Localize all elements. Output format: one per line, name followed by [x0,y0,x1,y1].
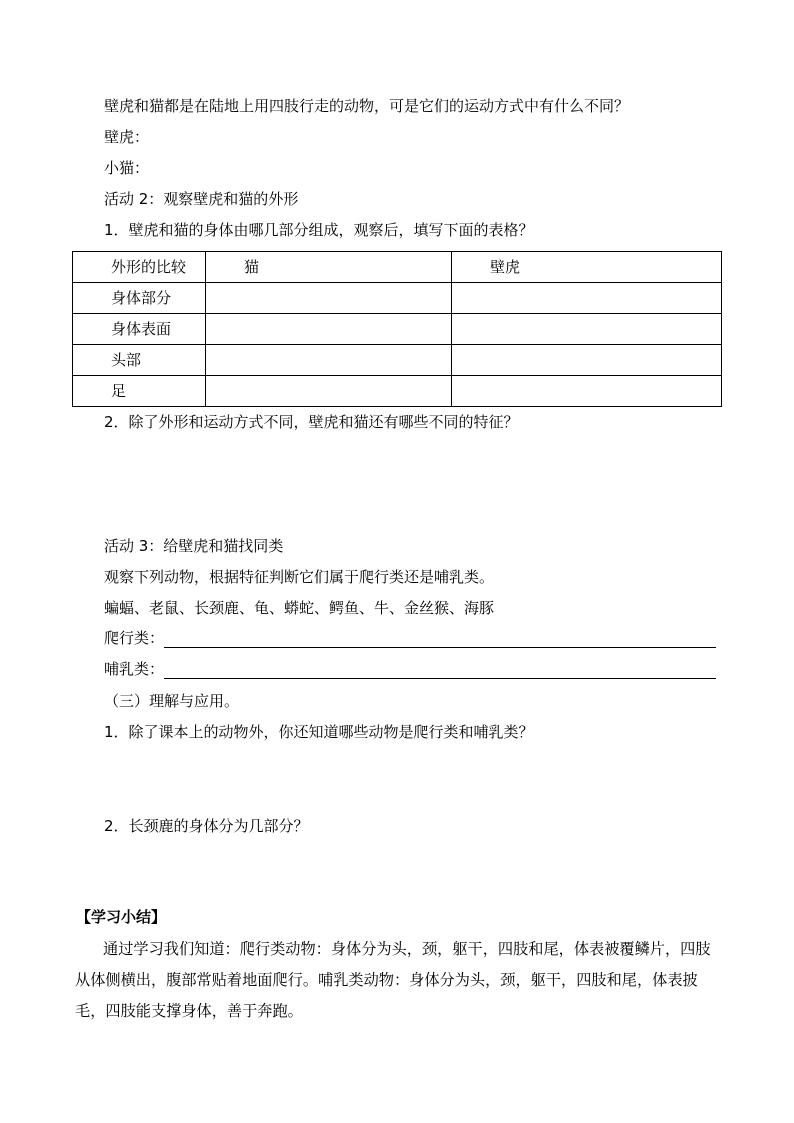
comparison-table [72,251,722,407]
table-row [73,283,722,314]
table-cell-cat[interactable] [206,345,452,376]
answer-cat-label: 小猫： [104,159,150,177]
table-cell-cat[interactable] [206,283,452,314]
table-header-cell: 壁虎 [452,252,722,283]
mammal-answer-blank[interactable] [164,660,716,679]
section3-title: （三）理解与应用。 [104,692,240,710]
mammal-answer-row [104,659,716,679]
reptile-label: 爬行类： [104,629,165,647]
section3-question-1: 1．除了课本上的动物外，你还知道哪些动物是爬行类和哺乳类？ [104,723,534,741]
summary-heading: 【学习小结】 [76,908,167,926]
summary-text: 通过学习我们知道：爬行类动物：身体分为头，颈，躯干，四肢和尾，体表被覆鳞片，四肢从体侧横出，腹部常贴着地面爬行。哺乳类动物：身体分为头，颈，躯干，四肢和尾，体表披毛，四肢能支撑身体，善于奔跑。 [75,940,711,1020]
activity2-title: 活动 2：观察壁虎和猫的外形 [104,190,299,208]
table-header-cell: 外形的比较 [73,252,206,283]
section3-question-2: 2．长颈鹿的身体分为几部分？ [104,817,309,835]
summary-paragraph [75,934,723,1027]
mammal-label: 哺乳类： [104,660,165,678]
table-row-label: 足 [73,376,206,407]
answer-gecko-label: 壁虎： [104,128,150,146]
table-row [73,314,722,345]
table-cell-cat[interactable] [206,376,452,407]
activity3-instruction: 观察下列动物，根据特征判断它们属于爬行类还是哺乳类。 [104,568,495,586]
table-cell-gecko[interactable] [452,376,722,407]
table-cell-gecko[interactable] [452,314,722,345]
table-row-label: 身体部分 [73,283,206,314]
table-cell-cat[interactable] [206,314,452,345]
question-intro: 壁虎和猫都是在陆地上用四肢行走的动物，可是它们的运动方式中有什么不同？ [104,97,630,115]
table-cell-gecko[interactable] [452,345,722,376]
activity3-title: 活动 3：给壁虎和猫找同类 [104,537,284,555]
table-header-cell: 猫 [206,252,452,283]
table-row-label: 头部 [73,345,206,376]
activity2-question-2: 2．除了外形和运动方式不同，壁虎和猫还有哪些不同的特征？ [104,413,519,431]
animal-list: 蝙蝠、老鼠、长颈鹿、龟、蟒蛇、鳄鱼、牛、金丝猴、海豚 [104,599,495,617]
table-header-row [73,252,722,283]
table-row [73,376,722,407]
reptile-answer-blank[interactable] [164,629,716,648]
reptile-answer-row [104,628,716,648]
table-cell-gecko[interactable] [452,283,722,314]
table-row-label: 身体表面 [73,314,206,345]
table-row [73,345,722,376]
activity2-question-1: 1．壁虎和猫的身体由哪几部分组成，观察后，填写下面的表格？ [104,221,534,239]
